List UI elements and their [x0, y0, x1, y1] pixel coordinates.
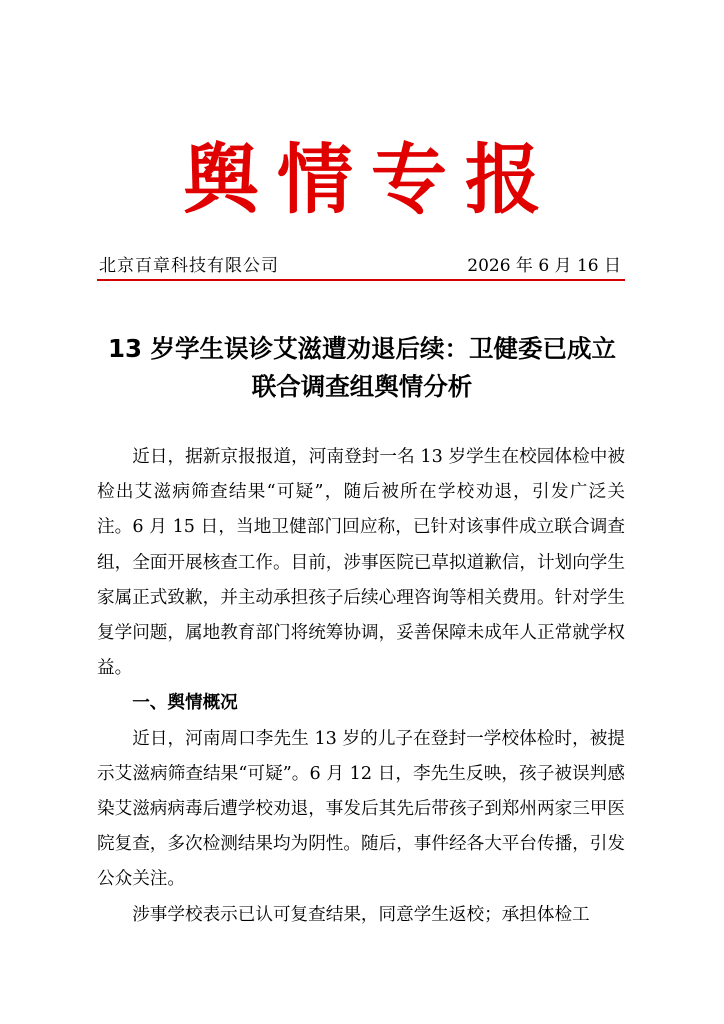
section-heading-overview: 一、舆情概况	[132, 693, 238, 714]
article-title	[80, 330, 644, 406]
issuer-name: 北京百章科技有限公司	[99, 256, 279, 276]
article-title-line-1: 13 岁学生误诊艾滋遭劝退后续：卫健委已成立	[107, 334, 617, 363]
paragraph-intro: 近日，据新京报报道，河南登封一名 13 岁学生在校园体检中被检出艾滋病筛查结果“可疑”，随后被所在学校劝退，引发广泛关注。6 月 15 日，当地卫健部门回应称，已针对该事件成立联合调查组，全面开展核查工作。目前，涉事医院已草拟道歉信，计划向学生家属正式致歉，并主动承担孩子后续心理咨询等相关费用。针对学生复学问题，属地教育部门将统筹协调，妥善保障未成年人正常就学权益。	[97, 447, 625, 679]
paragraph-overview: 近日，河南周口李先生 13 岁的儿子在登封一学校体检时，被提示艾滋病筛查结果“可疑”。6 月 12 日，李先生反映，孩子被误判感染艾滋病病毒后遭学校劝退，事发后其先后带孩子到郑州两家三甲医院复查，多次检测结果均为阴性。随后，事件经各大平台传播，引发公众关注。	[97, 728, 625, 890]
meta-row	[97, 254, 623, 278]
red-divider	[97, 279, 625, 281]
article-title-line-2: 联合调查组舆情分析	[251, 372, 473, 401]
masthead-title: 舆情专报	[183, 135, 559, 224]
paragraph-school-response: 涉事学校表示已认可复查结果，同意学生返校；承担体检工	[132, 904, 590, 925]
issue-date: 2026 年 6 月 16 日	[467, 256, 621, 276]
article-body	[97, 440, 625, 933]
